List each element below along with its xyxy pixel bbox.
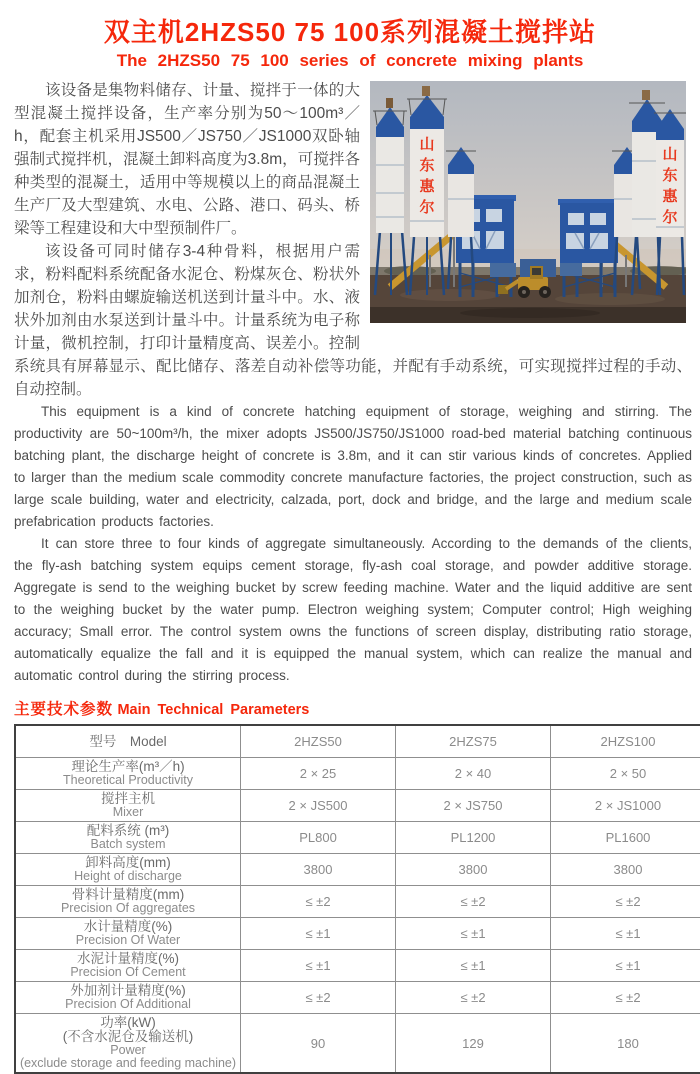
section-header bbox=[0, 687, 700, 724]
parameters-table bbox=[14, 724, 700, 1074]
table-row bbox=[15, 758, 700, 790]
row-value: ≤ ±2 bbox=[551, 982, 700, 1014]
row-label: 骨料计量精度(mm) Precision Of aggregates bbox=[15, 886, 241, 918]
row-value: ≤ ±1 bbox=[241, 950, 396, 982]
row-value: 2 × 50 bbox=[551, 758, 700, 790]
row-value: ≤ ±1 bbox=[396, 918, 551, 950]
section-header-en: Main Technical Parameters bbox=[117, 702, 309, 718]
page-title: 双主机2HZS50 75 100系列混凝土搅拌站 bbox=[0, 12, 700, 49]
row-label: 型号 Model bbox=[15, 725, 241, 758]
row-value: 2 × JS1000 bbox=[551, 790, 700, 822]
table-row bbox=[15, 950, 700, 982]
row-value: ≤ ±1 bbox=[241, 918, 396, 950]
silo-brand-text-left: 山东惠尔 bbox=[419, 136, 435, 216]
row-value: 2HZS75 bbox=[396, 725, 551, 758]
row-value: 90 bbox=[241, 1014, 396, 1074]
row-value: 2HZS50 bbox=[241, 725, 396, 758]
row-value: PL1600 bbox=[551, 822, 700, 854]
row-value: 3800 bbox=[396, 854, 551, 886]
paragraph-en-2: It can store three to four kinds of aggregate simultaneously. According to the demands of the clients, the fly-ash batching system equips cement storage, fly-ash coal storage, and powder additive storage. Aggregate is send to the weighing bucket by screw feeding machine. Water and the liquid additive are sent to the weighing bucket by the water pump. Electron weighing system; Computer control; High weighing accuracy; Small error. The control system owns the functions of screen display, distributing ratio storage, automatically equalize the fall and it is equipped the manual system, which can realize the manual and automatic control during the stirring process. bbox=[14, 533, 692, 687]
table-row bbox=[15, 918, 700, 950]
row-label: 卸料高度(mm) Height of discharge bbox=[15, 854, 241, 886]
row-value: PL1200 bbox=[396, 822, 551, 854]
row-value: 3800 bbox=[551, 854, 700, 886]
row-value: 3800 bbox=[241, 854, 396, 886]
table-row bbox=[15, 790, 700, 822]
paragraph-en-1: This equipment is a kind of concrete hatching equipment of storage, weighing and stirring. The productivity are 50~100m³/h, the mixer adopts JS500/JS750/JS1000 road-bed material batching continuous batching plant, the discharge height of concrete is 3.8m, and it can stir various kinds of concretes. Applied to larger than the medium scale commodity concrete manufacture factories, the project construction, such as large scale building, water and electricity, calzada, port, dock and bridge, and the large and medium scale prefabrication products factories. bbox=[14, 401, 692, 533]
row-label: 外加剂计量精度(%) Precision Of Additional bbox=[15, 982, 241, 1014]
plant-photo-illustration bbox=[370, 81, 686, 323]
row-value: ≤ ±1 bbox=[551, 918, 700, 950]
row-value: PL800 bbox=[241, 822, 396, 854]
row-label: 理论生产率(m³／h) Theoretical Productivity bbox=[15, 758, 241, 790]
silo-brand-text-right: 山东惠尔 bbox=[662, 146, 678, 226]
table-row bbox=[15, 725, 700, 758]
row-label: 搅拌主机 Mixer bbox=[15, 790, 241, 822]
row-label: 功率(kW) (不含水泥仓及输送机) Power (exclude storage and feeding machine) bbox=[15, 1014, 241, 1074]
row-value: ≤ ±2 bbox=[396, 982, 551, 1014]
row-value: 2 × JS750 bbox=[396, 790, 551, 822]
row-value: 2 × 40 bbox=[396, 758, 551, 790]
table-row bbox=[15, 886, 700, 918]
row-value: ≤ ±2 bbox=[551, 886, 700, 918]
paragraph-cn-2: 该设备可同时储存3-4种骨料，根据用户需求，粉料配料系统配备水泥仓、粉煤灰仓、粉状外加剂仓，粉料由螺旋输送机送到计量斗中。水、液状外加剂由水泵送到计量斗中。计量系统为电子称计量，微机控制，打印计量精度高、误差小。控制系统具有屏幕显示、配比储存、落差自动补偿等功能，并配有手动系统，可实现搅拌过程的手动、自动控制。 bbox=[14, 240, 692, 401]
row-value: 180 bbox=[551, 1014, 700, 1074]
table-row bbox=[15, 854, 700, 886]
row-value: 2 × 25 bbox=[241, 758, 396, 790]
row-value: ≤ ±2 bbox=[396, 886, 551, 918]
row-label: 配料系统 (m³) Batch system bbox=[15, 822, 241, 854]
row-value: ≤ ±1 bbox=[396, 950, 551, 982]
table-row bbox=[15, 1014, 700, 1074]
table-row bbox=[15, 822, 700, 854]
row-label: 水泥计量精度(%) Precision Of Cement bbox=[15, 950, 241, 982]
row-value: 129 bbox=[396, 1014, 551, 1074]
row-value: ≤ ±2 bbox=[241, 886, 396, 918]
row-value: 2 × JS500 bbox=[241, 790, 396, 822]
intro-section bbox=[0, 79, 700, 687]
row-value: ≤ ±1 bbox=[551, 950, 700, 982]
parameters-table-body bbox=[15, 725, 700, 1073]
plant-photo bbox=[370, 81, 686, 323]
row-value: 2HZS100 bbox=[551, 725, 700, 758]
table-row bbox=[15, 982, 700, 1014]
page-subtitle: The 2HZS50 75 100 series of concrete mixing plants bbox=[0, 51, 700, 71]
cement-silo-branded bbox=[407, 86, 447, 295]
row-label: 水计量精度(%) Precision Of Water bbox=[15, 918, 241, 950]
row-value: ≤ ±2 bbox=[241, 982, 396, 1014]
paragraph-cn-1: 该设备是集物料储存、计量、搅拌于一体的大型混凝土搅拌设备，生产率分别为50～100m³／h，配套主机采用JS500／JS750／JS1000双卧轴强制式搅拌机，混凝土卸料高度为3.8m，可搅拌各种类型的混凝土，适用中等规模以上的商品混凝土生产厂及大型建筑、水电、公路、港口、码头、桥梁等工程建设和大中型预制件厂。 bbox=[14, 79, 692, 240]
section-header-cn: 主要技术参数 bbox=[14, 701, 113, 718]
